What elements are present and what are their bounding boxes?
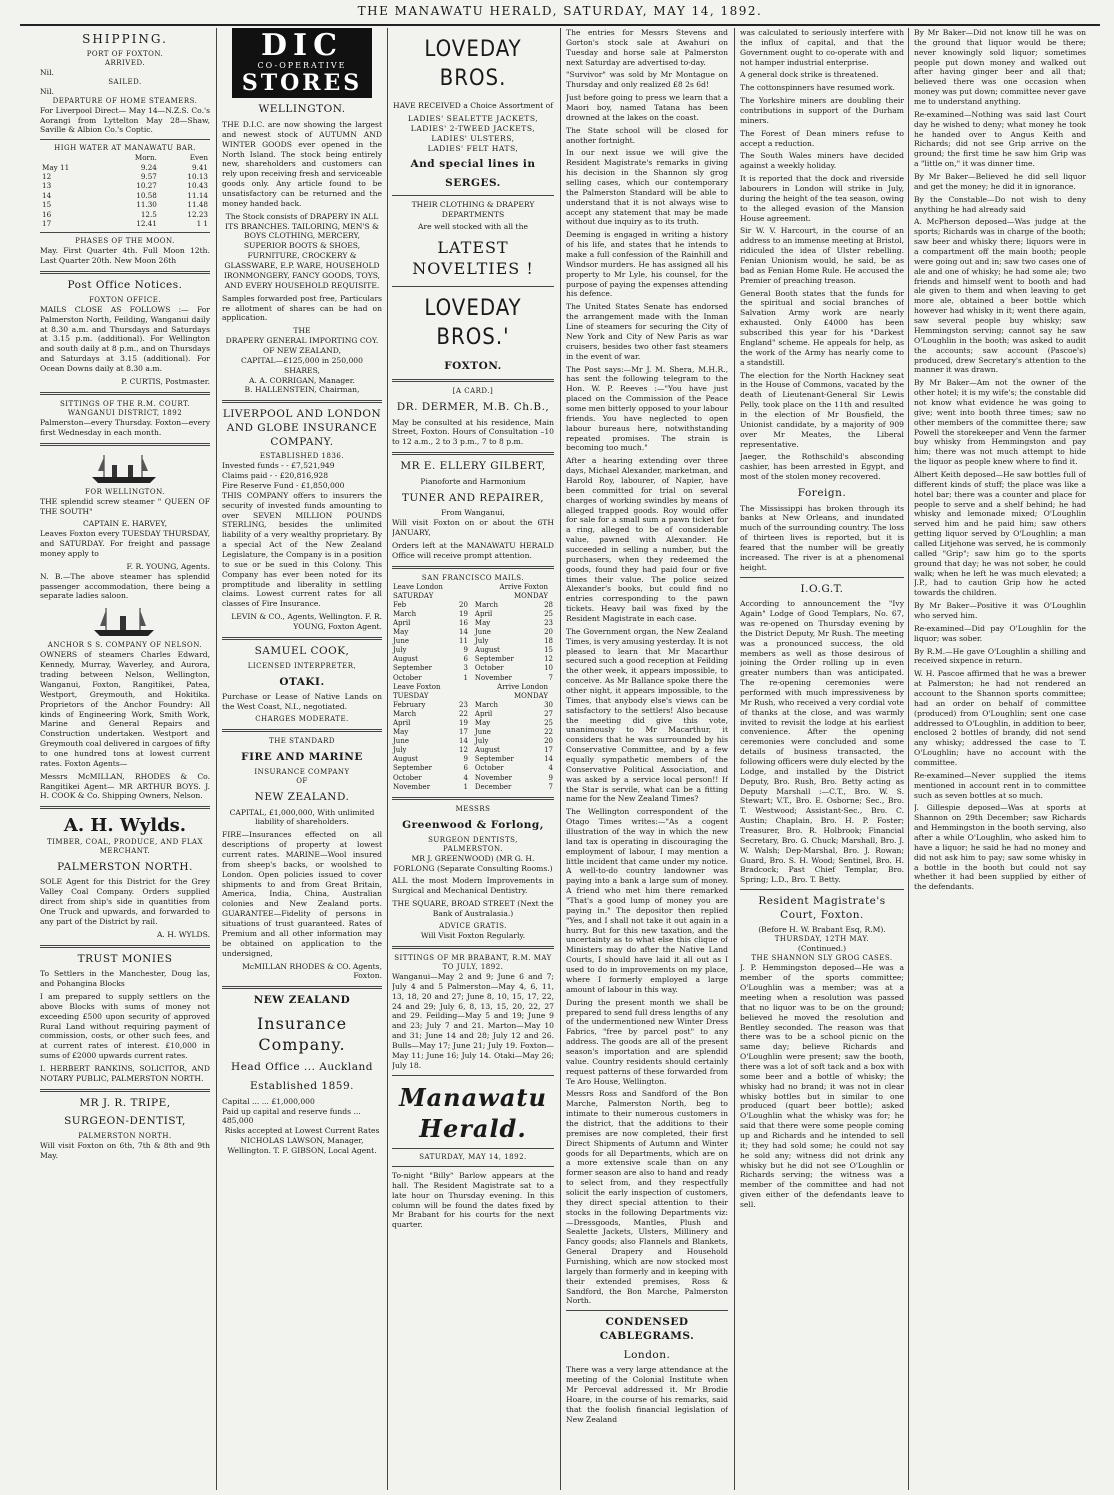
divider <box>222 400 382 403</box>
masthead: THE MANAWATU HERALD, SATURDAY, MAY 14, 1892. <box>357 4 763 18</box>
wylds-sign: A. H. WYLDS. <box>156 929 210 939</box>
news-paragraph: Deeming is engaged in writing a history of his life, and states that he intends to make a full confession of the Rainhill and Windsor murders. He has assigned all his property to Mr Lyle, his counsel, for the purpose of paying the expenses attending his defence. <box>566 230 728 299</box>
steamer-name: THE splendid screw steamer " QUEEN OF THE SOUTH" <box>40 496 210 516</box>
steamer-illustration <box>90 451 160 485</box>
dic-logo: DIC CO-OPERATIVE STORES <box>232 28 372 98</box>
column-1 <box>40 28 210 1488</box>
tripe-sub: SURGEON-DENTIST, <box>64 1115 186 1128</box>
loveday-item: LADIES' FELT HATS, <box>427 143 519 153</box>
tripe-text: Will visit Foxton on 6th, 7th & 8th and 9th May. <box>40 1141 210 1160</box>
nzi-title-2: Insurance Company. <box>256 1013 348 1054</box>
standard-agents: McMILLAN RHODES & CO. Agents, Foxton. <box>242 961 382 981</box>
anchor-agents: Messrs McMILLAN, RHODES & Co. Rangitikei Agent— MR ARTHUR BOYS. J. H. COOK & Co. Shipping Owners, Nelson. <box>40 771 210 801</box>
news-paragraph: The Wellington correspondent of the Otago Times writes:—"As a cogent illustration of the way in which the new land tax is operating in discouraging the employment of labour, I may mention a little incident that came under my notice. A well-to-do country landowner was paying into a bank a large sum of money. A friend who met him there remarked "That's a good lump of money you are paying in." The depositor then replied "Yes, and I shall not take it out again in a hurry. But for this new taxation, and the uncertainty as to what else this clique of Ministers may do after the Native Land Courts, I should have laid it all out as I used to do in improvements on my place, where I formerly employed a large amount of labour in this way. <box>566 807 728 994</box>
table-row: September 3 October 10 <box>393 664 553 673</box>
column-rule <box>387 28 388 1490</box>
gw-advice: ADVICE GRATIS. <box>439 921 507 930</box>
news-paragraph: The cottonspinners have resumed work. <box>740 83 895 93</box>
column-6 <box>914 28 1086 1488</box>
gw-text: ALL the most Modern Improvements in Surgical and Mechanical Dentistry. <box>392 876 554 896</box>
news-paragraph: Sir W. V. Harcourt, in the course of an address to an immense meeting at Bristol, ridiculed the idea of Ulster rebelling. Fenian Unionism would, he said, be as bad as Fenian Home Rule. He accused the Premier of preaching treason. <box>740 226 904 285</box>
news-paragraph: The State school will be closed for another fortnight. <box>566 125 728 145</box>
sf-title: SAN FRANCISCO MAILS. <box>421 573 525 582</box>
post-office-sub: FOXTON OFFICE. <box>88 295 162 304</box>
dr-text: May be consulted at his residence, Main Street, Foxton. Hours of Consultation –10 to 12 a.m., 2 to 3 p.m., 7 to 8 p.m. <box>392 417 554 447</box>
post-office-title: Post Office Notices. <box>67 279 183 292</box>
divider <box>392 797 554 800</box>
table-row: 12 9.57 10.13 <box>42 172 208 182</box>
foreign-title: Foreign. <box>797 486 847 499</box>
table-row: April 16 May 23 <box>393 618 553 627</box>
sailed-heading: SAILED. <box>108 77 142 86</box>
column-rule <box>734 28 735 1490</box>
tripe-title: MR J. R. TRIPE, <box>79 1096 171 1109</box>
news-paragraph: "Survivor" was sold by Mr Montague on Thursday and only realized £8 2s 6d! <box>566 70 728 90</box>
card-label: [A CARD.] <box>452 386 494 395</box>
table-row: May 17 June 22 <box>393 728 553 737</box>
table-row: June 14 July 20 <box>393 737 553 746</box>
rm-court-title: SITTINGS OF THE R.M. COURT. <box>59 399 191 408</box>
gw-surgeon: SURGEON DENTISTS, <box>428 835 518 844</box>
lglobe-text: THIS COMPANY offers to insurers the security of invested funds amounting to over SEVEN MILLION POUNDS STERLING, besides the unlimited liability of a very wealthy proprietary. By a special Act of the New Zealand Legislature, the Company is in a position to sue or be sued in this Colony. This Company has ever been noted for its promptitude and liberality in settling claims. Lowest current rates for all classes of Fire Insurance. <box>222 490 382 609</box>
gw-names: MR J. GREENWOOD) (MR G. H. FORLONG (Separate Consulting Rooms.) <box>393 853 553 873</box>
news-paragraph: The Forest of Dean miners refuse to accept a reduction. <box>740 128 904 148</box>
court-paragraph: By Mr Baker—Positive it was O'Loughlin who served him. <box>914 601 1086 620</box>
sailed-nil: Nil. <box>40 86 54 96</box>
departure-text: For Liverpool Direct— May 14—N.Z.S. Co.'s Aorangi from Lyttelton May 28—Shaw, Saville & Albion Co.'s Coptic. <box>40 105 210 135</box>
trust-title: TRUST MONIES <box>77 952 173 965</box>
tripe-place: PALMERSTON NORTH. <box>78 1131 172 1140</box>
brabant-title: SITTINGS OF MR BRABANT, R.M. MAY TO JULY, 1892. <box>394 953 552 971</box>
nzi-established: Established 1859. <box>250 1080 354 1093</box>
nzi-risks: Risks accepted at Lowest Current Rates <box>224 1126 380 1136</box>
divider <box>566 1310 728 1311</box>
gilbert-text: Will visit Foxton on or about the 6TH JANUARY, <box>392 518 554 537</box>
post-office-text: MAILS CLOSE AS FOLLOWS :— For Palmerston North, Feilding, Wanganui daily at 8.30 a.m. and Thursdays and Saturdays at 3.15 p.m. (additional). For Wellington and south daily at 8 p.m., and on Thursdays and Saturdays at 3.15 (additional). For Ocean Downs daily at 8.30 a.m. <box>40 304 210 373</box>
column-rule <box>908 28 909 1490</box>
divider <box>40 806 210 809</box>
divider <box>222 986 382 989</box>
nzi-title: NEW ZEALAND <box>253 994 351 1007</box>
loveday-depts: THEIR CLOTHING & DRAPERY DEPARTMENTS <box>411 199 535 219</box>
dic-samples: Samples forwarded post free, Particulars re allotment of shares can be had on application. <box>222 293 382 323</box>
dic-capital: CAPITAL—£125,000 in 250,000 SHARES, <box>241 355 363 375</box>
divider <box>392 452 554 455</box>
iogt-title: I.O.G.T. <box>800 582 844 595</box>
loveday-have: HAVE RECEIVED a Choice Assortment of <box>392 101 554 111</box>
court-paragraph: Albert Keith deposed—He saw bottles full of different kinds of stuff; the place was like a hotel bar; there was a counter and place for people to serve and a shelf behind; he had whisky and lemonade mixed; O'Loughlin served him and he paid him; saw others getting liquor served by O'Loughlin; a man called Litjehone was served, he is commonly called "Grip"; saw him go to the sports ground that day; he was not sober, he could walk; when he left he was much elevated; a J.P., had to caution Grip how he acted towards the children. <box>914 469 1086 598</box>
standard-nz: NEW ZEALAND. <box>254 790 350 803</box>
table-row: 15 11.30 11.48 <box>42 200 208 210</box>
divider <box>392 946 554 949</box>
news-paragraph: During the present month we shall be prepared to send full dress lengths of any of the undermentioned new Winter Dress Fabrics, "free by parcel post" to any address. The goods are all of the present season's importation and are splendid value. Country residents should certainly request patterns of these forwarded from Te Aro House, Wellington. <box>566 997 728 1086</box>
trust-sign: I. HERBERT RANKINS, SOLICITOR, AND NOTARY PUBLIC, PALMERSTON NORTH. <box>40 1063 210 1083</box>
iogt-text: According to announcement the "Ivy Again" Lodge of Good Templars, No. 67, was re-opened on Thursday evening by the District Deputy, Mr Rush. The meeting was a pronounced success, the old members as well as those desirous of joining the Order rolling up in even greater numbers than was anticipated. The re-opening ceremonies were performed with much impressiveness by Mr Rush, who received a very cordial vote of thanks at the close, and was warmly invited to revisit the lodge at his earliest convenience. After the opening ceremonies were concluded and some details of business transacted, the following officers were duly elected by the Lodge, and installed by the District Deputy, Bro. Rush, Bro. Betty acting as Deputy Marshall :—C.T., Bro. W. S. Stewart; V.T., Bro. E. Osborne; Sec., Bro. T. Westwood; Assistant-Sec., Bro. C. Austin; Chaplain, Bro. H. P. Foster; Treasurer, Bro. R. Holbrook; Financial Secretary, Bro. G. Chuck; Marshall, Bro. J. W. Walsh; Dep-Marshal, Bro. J. Rowan; Guard, Bro. S. H. Wood; Sentinel, Bro. H. Bradcock; Past Chief Templar, Bro. Spring; L.D., Bro. T. Betty. <box>740 599 904 885</box>
steamer-body: Leaves Foxton every TUESDAY THURSDAY, and SATURDAY. For freight and passage money apply to <box>40 529 210 558</box>
dic-company: DRAPERY GENERAL IMPORTING COY. OF NEW ZEALAND, <box>225 336 379 355</box>
standard-text: FIRE—Insurances effected on all descriptions of property at lowest current rates. MARINE—Wool insured from sheep's backs, or woolshed to London. Open policies issued to cover shipments to and from Great Britain, America, India, China, Australian colonies and New Zealand ports. GUARANTEE—Fidelity of persons in situations of trust guaranteed. Rates of Premium and all other information may be obtained on application to the undersigned, <box>222 830 382 958</box>
gilbert-from: From Wanganui, <box>441 508 505 518</box>
court-paragraph: By Mr Baker—Am not the owner of the other hotel; it is my wife's; the constable did not know what evidence he was going to give; went into booth three times; saw no other members of the committee there; saw Powell the storekeeper and Venn the farmer buy whisky from Hemmingston and pay him; there was not much attempt to hide the liquor as people knew where to find it. <box>914 378 1086 467</box>
rm-cases: THE SHANNON SLY GROG CASES. <box>751 954 893 963</box>
news-paragraph: A general dock strike is threatened. <box>740 70 879 80</box>
divider <box>40 945 210 948</box>
news-paragraph: The United States Senate has endorsed the arrangement made with the Inman Line of steamers for securing the City of New York and City of New Paris as war cruisers, besides two other fast steamers in the event of war. <box>566 302 728 361</box>
court-paragraph: J. Gillespie deposed—Was at sports at Shannon on 29th December; saw Richards and Hemmingston in the booth serving, also after a while O'Loughlin, who asked him to have a liquor; he said he had no money and did not ask him to pay; saw some whisky in a bottle in the booth but could not say whether it had been supplied by either of the defendants. <box>914 803 1086 892</box>
sf-mail-table: Leave London SATURDAY Arrive Foxton MONDAY Feb 20 March 28 March 19 April 25 April 16 May 23 May 14 June 20 June 11 July 18 July 9 August 15 August 6 September 12 September 3 October 10 October 1 November 7 Leave Foxton TUESDAY Arrive London MONDAY February 23 March 30 March 22 April 27 April 19 May 25 May 17 June 22 June 14 July 20 July 12 August 17 August 9 September 14 September 6 October 4 October 4 November 9 November 1 December 7 <box>393 582 553 791</box>
news-paragraph: The election for the North Hackney seat in the House of Commons, vacated by the death of Lieutenant-General Sir Lewis Pelly, took place on the 11th and resulted in the election of Mr Bousfield, the Unionist candidate, by a majority of 909 over Mr Meates, the Liberal representative. <box>740 370 904 449</box>
gw-visit: Will Visit Foxton Regularly. <box>420 930 526 940</box>
table-row: May 14 June 20 <box>393 628 553 637</box>
arrived-nil: Nil. <box>40 67 54 77</box>
rm-court-sub: WANGANUI DISTRICT, 1892 <box>67 408 183 417</box>
loveday-title: LOVEDAY BROS. <box>424 37 522 91</box>
anchor-title: ANCHOR S S. COMPANY OF NELSON. <box>47 641 203 650</box>
nzi-paid: Paid up capital and reserve funds ... 485,000 <box>222 1106 361 1126</box>
gilbert-title: MR E. ELLERY GILBERT, <box>400 460 546 473</box>
loveday-serges: SERGES. <box>445 177 501 190</box>
rm-before: (Before H. W. Brabant Esq, R.M). <box>758 925 886 935</box>
news-paragraph: After a hearing extending over three days, Michael Alexander, marketman, and Harold Roy, labourer, of Napier, have been committed for trial on several charges of working swindles by means of alleged trapped goods. Roy would offer for sale for a small sum a pawn ticket for a ring, alleged to be of considerable value, pawned with Alexander. He succeeded in selling a number, but the purchasers, when they redeemed the goods, found they had paid four or five times their value. The police seized Alexander's books, but could find no entries corresponding to the pawn tickets. Heavy bail was fixed by the Resident Magistrate in each case. <box>566 456 728 623</box>
loveday-item: LADIES' SEALETTE JACKETS, <box>407 114 539 124</box>
steamer-note: N. B.—The above steamer has splendid passenger accommodation, there being a separate ladies saloon. <box>40 571 210 601</box>
standard-capital: CAPITAL, £1,000,000, With unlimited liability of shareholders. <box>229 807 375 827</box>
column-rule <box>216 28 217 1490</box>
court-paragraph: A. McPherson deposed—Was judge at the sports; Richards was in charge of the booth; saw beer and whisky there; liquors were in a compartment off the main booth; people were going out and in; saw two cases one of ale and one of whisky; he had some ale; two friends and himself went to booth and had ale given to them and when leaving to get more ale, obtained a beer bottle which however had whisky in it; went there again, saw several people buy whisky; saw Hemmingston serving; cannot say he saw O'Loughlin in the booth; was asked to audit the accounts; saw account (Pascoe's) produced, drew Secretary's attention to the manner it was drawn. <box>914 217 1086 375</box>
loveday-item: LADIES' 2-TWEED JACKETS, <box>410 123 536 133</box>
herald-date: SATURDAY, MAY 14, 1892. <box>419 1152 527 1161</box>
lglobe-title: LIVERPOOL AND LONDON AND GLOBE INSURANCE COMPANY. <box>222 408 382 448</box>
rm-title: Resident Magistrate's Court, Foxton. <box>758 895 886 921</box>
news-paragraph: was calculated to seriously interfere with the influx of capital, and that the Government ought to co-operate with and not hamper industrial enterprise. <box>740 28 904 67</box>
dr-dermer: DR. DERMER, M.B. Ch.B., <box>396 400 550 413</box>
dic-text: THE D.I.C. are now showing the largest and newest stock of AUTUMN AND WINTER GOODS ever opened in the North Island. The stock being entirely new, shareholders and customers can rely upon receiving fresh and serviceable goods only. Any article found to be unsatisfactory can be returned and the money handed back. <box>222 120 382 208</box>
divider <box>40 392 210 395</box>
loveday-special: And special lines in <box>410 158 536 171</box>
gilbert-sub: Pianoforte and Harmonium <box>420 476 526 486</box>
gilbert-tuner: TUNER AND REPAIRER, <box>401 491 545 504</box>
loveday-title-2: LOVEDAY BROS.' <box>424 295 522 350</box>
divider <box>40 443 210 446</box>
divider <box>392 566 554 569</box>
top-rule <box>20 24 1100 26</box>
news-paragraph: The South Wales miners have decided against a weekly holiday. <box>740 151 904 171</box>
steamer-illustration <box>90 604 160 638</box>
gw-place: PALMERSTON. <box>443 844 503 853</box>
wylds-text: SOLE Agent for this District for the Grey Valley Coal Company. Orders supplied direct from ship's side in quantities from One Truck and upwards, and forwarded to any part of the District by rail. <box>40 877 210 926</box>
cook-title: SAMUEL COOK, <box>254 644 350 657</box>
loveday-item: LADIES' ULSTERS, <box>431 133 515 143</box>
divider <box>392 1166 554 1167</box>
column-2 <box>222 28 382 1488</box>
dic-place: WELLINGTON. <box>258 103 346 116</box>
divider <box>40 1089 210 1092</box>
column-5 <box>740 28 904 1488</box>
loveday-foxton: FOXTON. <box>444 360 502 373</box>
table-row: 16 12.5 12.23 <box>42 209 208 219</box>
moon-title: PHASES OF THE MOON. <box>75 237 175 246</box>
court-paragraph: Re-examined—Did pay O'Loughlin for the liquor; was sober. <box>914 623 1086 643</box>
table-row: 17 12.41 1 1 <box>42 218 208 228</box>
cook-charges: CHARGES MODERATE. <box>255 714 349 723</box>
news-paragraph: Jaeger, the Rothschild's absconding cashier, has been arrested in Egypt, and most of the stolen money recovered. <box>740 452 904 482</box>
table-row: October 4 November 9 <box>393 773 553 782</box>
news-paragraph: In our next issue we will give the Resident Magistrate's remarks in giving his decision in the Shannon sly grog selling cases, which our contemporary the Palmerston Standard will be able to understand that it is not always wise to accept any statement that may be made without due inquiry as to its truth. <box>566 148 728 227</box>
table-row: October 1 November 7 <box>393 673 553 682</box>
table-row: March 22 April 27 <box>393 709 553 718</box>
court-paragraph: Re-examined—Nothing was said last Court day he wished to deny; what money he took he handed over to Angus Keith and Richards; did not see Grip arrive on the ground; the first time he saw him Grip was a "little on," it was dinner time. <box>914 109 1086 169</box>
gilbert-orders: Orders left at the MANAWATU HERALD Office will receive prompt attention. <box>392 540 554 560</box>
column-4 <box>566 28 728 1488</box>
wylds-sub: TIMBER, COAL, PRODUCE, AND FLAX MERCHANT. <box>46 837 204 855</box>
brabant-text: Wanganui—May 2 and 9; June 6 and 7; July 4 and 5 Palmerston—May 4, 6, 11, 13, 18, 20 and 27; June 8, 10, 15, 17, 22, 24 and 29; July 6, 8, 13, 15, 20, 22, 27 and 29. Feilding—May 5 and 19; June 9 and 23; July 7 and 21. Marton—May 10 and 31; June 14 and 28; July 12 and 26. Bulls—May 17; June 21; July 19. Foxton—May 11; June 16; July 14. Otaki—May 26; July 18. <box>392 971 554 1070</box>
divider <box>222 729 382 732</box>
dic-list: The Stock consists of DRAPERY IN ALL ITS BRANCHES. TAILORING, MEN'S & BOYS CLOTHING, MERCERY, SUPERIOR BOOTS & SHOES, FURNITURE, CROCKERY & GLASSWARE, E.P. WARE, HOUSEHOLD IRONMONGERY, FANCY GOODS, TOYS, AND EVERY HOUSEHOLD REQUISITE. <box>223 211 381 290</box>
divider <box>392 1148 554 1149</box>
column-3 <box>392 28 554 1488</box>
table-row: August 6 September 12 <box>393 655 553 664</box>
divider <box>40 139 210 140</box>
news-paragraph: It is reported that the dock and riverside labourers in London will strike in July, during the height of the tea season, owing to the alleged evasion of the Mansion House agreement. <box>740 174 904 223</box>
nzi-capital: Capital ... ... £1,000,000 <box>222 1096 315 1106</box>
court-paragraph: Re-examined—Never supplied the items mentioned in account rent in to committee such as seven bottles at so much. <box>914 770 1086 800</box>
table-row: April 19 May 25 <box>393 719 553 728</box>
steamer-agent: F. R. YOUNG, Agents. <box>126 561 210 571</box>
shipping-title: SHIPPING. <box>82 32 168 46</box>
london-text: There was a very large attendance at the meeting of the Colonial Institute when Mr Perceval addressed it. Mr Brodie Hoare, in the course of his remarks, said that the foolish financial legislation of New Zealand <box>566 1365 728 1424</box>
news-paragraph: The Post says:—Mr J. M. Shera, M.H.R., has sent the following telegram to the Hon. W. P. Reeves :—"You have just placed on the Commission of the Peace some men bitterly opposed to your labour friends. You have neglected to open labour bureaus here, notwithstanding repeated promises. The strain is becoming too much." <box>566 364 728 453</box>
table-row: September 6 October 4 <box>393 764 553 773</box>
rm-court-text: Palmerston—every Thursday. Foxton—every first Wednesday in each month. <box>40 417 210 437</box>
table-row: July 12 August 17 <box>393 746 553 755</box>
standard-the: THE STANDARD <box>269 737 335 746</box>
news-paragraph: The Government organ, the New Zealand Times, is very amusing yesterday. It is not pleased to learn that Mr Macarthur secured such a good reception at Feilding the other week, it appears impossible, to conceive. As Mr Ballance spoke there the other night, it appears impossible, to the Times, that anybody else's views can be satisfactory to the settlers! Also because the meeting did give this vote, unanimously to Mr Macarthur, it considers that he was surrounded by his Conservative Committee, and by a few equally sympathetic members of the Conservative Political Association, and was asked by a service local person!! If the Star is servile, what can be a fitting name for the New Zealand Times? <box>566 626 728 804</box>
dic-the: THE <box>293 326 311 336</box>
standard-of: OF <box>296 776 308 785</box>
loveday-novelties: LATEST NOVELTIES ! <box>412 238 534 279</box>
dic-manager: A. A. CORRIGAN, Manager. <box>249 375 355 385</box>
cook-text: Purchase or Lease of Native Lands on the West Coast, N.I., negotiated. <box>222 692 382 712</box>
wylds-name: A. H. Wylds. <box>63 815 187 837</box>
nzi-sign: NICHOLAS LAWSON, Manager, Wellington. T. F. GIBSON, Local Agent. <box>227 1136 377 1156</box>
gw-title: Greenwood & Forlong, <box>402 818 544 831</box>
nzi-office: Head Office ... Auckland <box>231 1061 373 1074</box>
arrived-heading: ARRIVED. <box>104 58 146 67</box>
gw-messrs: MESSRS <box>455 804 491 813</box>
table-row: August 9 September 14 <box>393 755 553 764</box>
divider <box>40 232 210 233</box>
london-title: London. <box>623 1348 671 1361</box>
divider <box>392 1075 554 1076</box>
wylds-place: PALMERSTON NORTH. <box>57 860 193 873</box>
divider <box>392 195 554 196</box>
rm-text: J. P. Hemmingston deposed—He was a member of the sports committee; O'Loughlin was a member; was at a meeting when a resolution was passed that no liquor was to be on the ground; believed he moved the resolution and Bentley seconded. The reason was that there was to be a school picnic on the same day; believe Richards and O'Loughlin were present; saw the booth, there was a lot of soft tack and a box with some beer and a bottle of whisky; the whisky had no brand; it was not in clear whisky bottles but in similar to one produced (quart beer bottle); asked O'Loughlin what the whisky was for; he said that there were some people coming up and Richards and he intended to sell it; they had sold some; he could not say he sold any; witness did not drink any whisky but he did not see O'Loughlin or Richards serving; the witness was a member of the committee and had not given either of the defendants leave to sell. <box>740 963 904 1209</box>
cook-sub: LICENSED INTERPRETER, <box>247 661 357 670</box>
moon-text: May. First Quarter 4th. Full Moon 12th. Last Quarter 20th. New Moon 26th <box>40 246 210 266</box>
lglobe-reserve: Fire Reserve Fund - £1,850,000 <box>222 480 345 490</box>
foreign-text: The Mississippi has broken through its banks at New Orleans, and inundated much of the surrounding country. The loss of thirteen lives is reported, but it is feared that the number will be greatly increased. The river is at a phenomenal height. <box>740 503 904 572</box>
news-paragraph: The Yorkshire miners are doubling their contributions in support of the Durham miners. <box>740 96 904 125</box>
court-paragraph: By Mr Baker—Believed he did sell liquor and get the money; he did it in ignorance. <box>914 172 1086 191</box>
table-row: 13 10.27 10.43 <box>42 181 208 191</box>
rm-cont: (Continued.) <box>797 944 847 954</box>
lglobe-claims: Claims paid - - £20,816,928 <box>222 471 329 481</box>
port-heading: PORT OF FOXTON. <box>86 49 164 58</box>
table-row: February 23 March 30 <box>393 700 553 709</box>
herald-title: Manawatu Herald. <box>399 1082 547 1143</box>
herald-text: To-night "Billy" Barlow appears at the hall. The Resident Magistrate sat to a late hour on Thursday evening. In this column will be found the dates fixed by Mr Brabant for his courts for the next quarter. <box>392 1171 554 1230</box>
news-paragraph: Just before going to press we learn that a Maori boy, named Tatana has been drowned at the lakes on the coast. <box>566 93 728 122</box>
court-paragraph: By Mr Baker—Did not know till he was on the ground that liquor would be there; never knowingly sold liquor; sometimes people put down money and walked out after having ginger beer and all that; believed there was one occasion when money was put down; committee never gave me to understand anything. <box>914 28 1086 107</box>
tide-table: Morn. Even May 11 9.24 9.41 12 9.57 10.13 13 10.27 10.43 14 10.58 11.14 15 11.30 11.48 16 12.5 12.23 17 12.41 1 1 <box>42 153 208 228</box>
table-row: July 9 August 15 <box>393 646 553 655</box>
departure-heading: DEPARTURE OF HOME STEAMERS. <box>52 96 198 105</box>
tide-title: HIGH WATER AT MANAWATU BAR. <box>54 144 196 153</box>
table-row: March 19 April 25 <box>393 609 553 618</box>
divider <box>40 271 210 274</box>
post-office-sign: P. CURTIS, Postmaster. <box>121 376 210 386</box>
captain: CAPTAIN E. HARVEY, <box>83 519 167 529</box>
court-paragraph: W. H. Pascoe affirmed that he was a brewer at Palmerston; he had not rendered an account to the Shannon sports committee; had an order on behalf of committee (produced) from O'Loughlin; sent one case addressed to O'Loughlin, in addition to beer, enclosed 2 bottles of brandy, did not send any whisky; addressed the case to T. O'Loughlin; have no account with the committee. <box>914 669 1086 768</box>
table-row: Feb 20 March 28 <box>393 600 553 609</box>
lglobe-invested: Invested funds - - £7,521,949 <box>222 461 335 471</box>
court-paragraph: By the Constable—Do not wish to deny anything he had already said <box>914 194 1086 214</box>
rm-day: THURSDAY, 12TH MAY. <box>774 935 870 944</box>
lglobe-agents: LEVIN & CO., Agents, Wellington. F. R. YOUNG, Foxton Agent. <box>231 612 382 631</box>
divider <box>392 286 554 287</box>
news-paragraph: The entries for Messrs Stevens and Gorton's stock sale at Awahuri on Tuesday and horse sale at Palmerston next Saturday are advertised to-day. <box>566 28 728 67</box>
for-wellington-title: FOR WELLINGTON. <box>85 487 165 496</box>
divider <box>740 889 904 890</box>
anchor-text: OWNERS of steamers Charles Edward, Kennedy, Murray, Waverley, and Aurora, trading between Nelson, Wellington, Wanganui, Foxton, Rangitikei, Patea, Westport, Greymouth, and Hokitika. Proprietors of the Anchor Foundry: All kinds of Engineering Work, Smith Work, Marine and General Repairs and Construction undertaken. Westport and Greymouth coal delivered in cargoes of fifty to one hundred tons at lowest current rates. Foxton Agents— <box>40 650 210 768</box>
loveday-stocked: Are well stocked with all the <box>418 222 528 232</box>
table-row: May 11 9.24 9.41 <box>42 162 208 172</box>
lglobe-established: ESTABLISHED 1836. <box>259 452 345 461</box>
column-rule <box>560 28 561 1490</box>
table-row: June 11 July 18 <box>393 637 553 646</box>
divider <box>222 637 382 640</box>
gw-square: THE SQUARE, BROAD STREET (Next the Bank of Australasia.) <box>392 899 554 918</box>
cook-place: OTAKI. <box>279 675 325 688</box>
table-row: 14 10.58 11.14 <box>42 190 208 200</box>
cables-title: CONDENSED CABLEGRAMS. <box>599 1316 695 1342</box>
standard-fire: FIRE AND MARINE <box>241 751 363 764</box>
dic-chairman: B. HALLENSTEIN, Chairman, <box>244 385 360 395</box>
standard-ins: INSURANCE COMPANY <box>254 767 350 776</box>
news-paragraph: Messrs Ross and Sandford of the Bon Marche, Palmerston North, beg to intimate to their numerous customers in the district, that the additions to their premises are now completed, their first Direct Shipments of Autumn and Winter goods for all Departments, which are on a more extensive scale than on any former season are also to hand and ready to select from, and they respectfully solicit the early inspection of customers, they direct special attention to their stocks in the following Departments viz:—Dressgoods, Mantles, Plush and Sealette Jackets, Ulsters, Millinery and Fancy goods; also Flannels and Blankets, General Drapery and Household Furnishing, which are now stocked most largely than formerly and in keeping with their extended premises, Ross & Sandford, the Bon Marche, Palmerston North. <box>566 1089 728 1306</box>
court-paragraph: By R.M.—He gave O'Loughlin a shilling and received sixpence in return. <box>914 646 1086 666</box>
table-row: November 1 December 7 <box>393 782 553 791</box>
trust-sub: To Settlers in the Manchester, Doug las, and Pohangina Blocks <box>40 969 210 989</box>
trust-text: I am prepared to supply settlers on the above Blocks with sums of money not exceeding £500 upon security of approved Rural Land without requiring payment of commission, costs, or other such fees, and at current rates of interest. £10,000 in sums of £2000 upwards current rates. <box>40 991 210 1061</box>
news-paragraph: General Booth states that the funds for the spiritual and social branches of Salvation Army work are nearly exhausted. Only £4000 has been subscribed this year for his "Darkest England" scheme. He appeals for help, as the work of the Army has nearly come to a standstill. <box>740 288 904 367</box>
divider <box>740 577 904 578</box>
divider <box>392 379 554 382</box>
